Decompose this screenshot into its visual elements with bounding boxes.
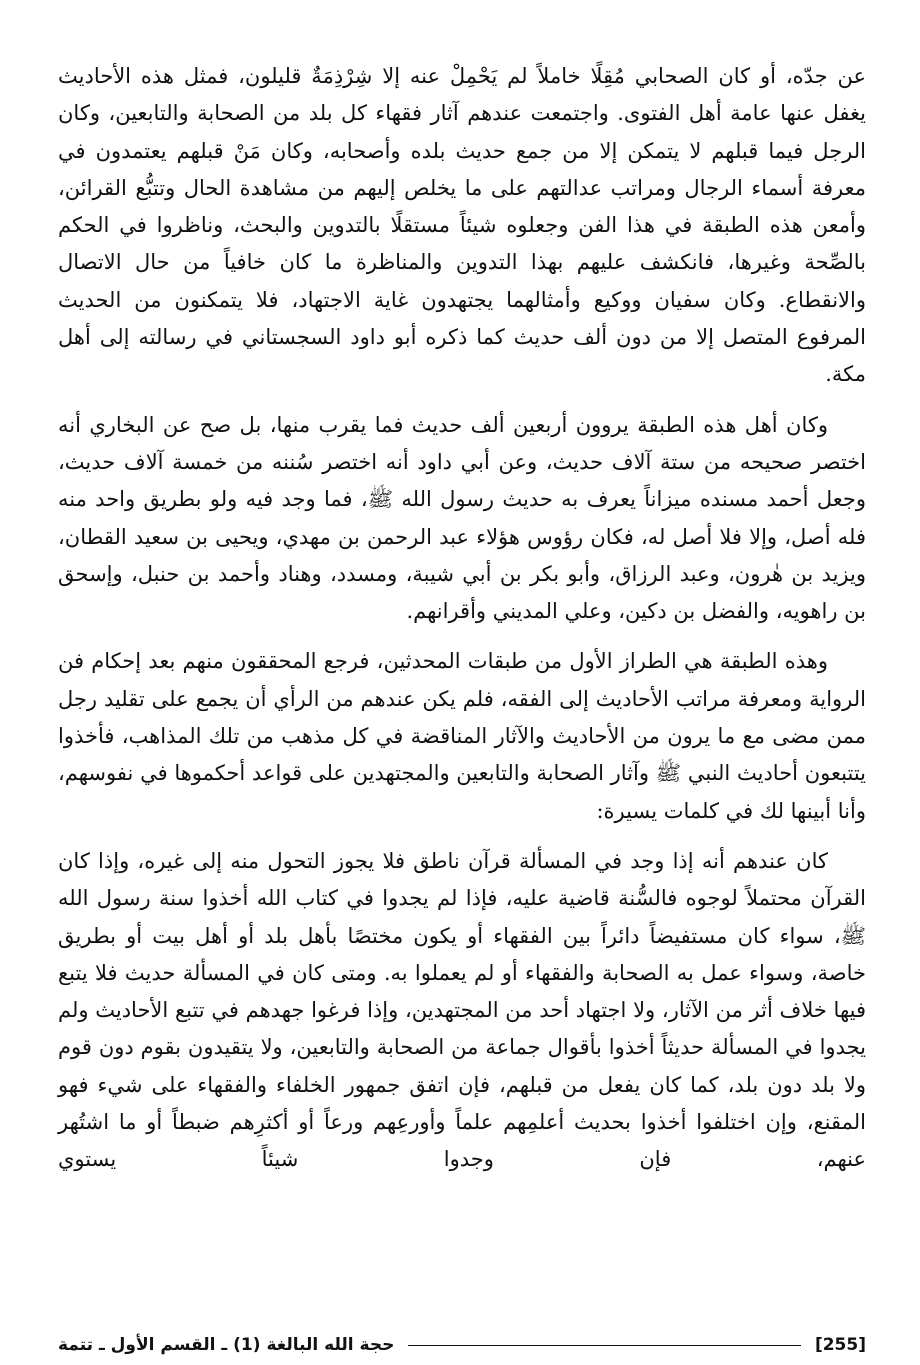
footer-rule	[408, 1345, 801, 1346]
paragraph-1: عن جدّه، أو كان الصحابي مُقِلًا خاملاً لم يَحْمِلْ عنه إلا شِرْذِمَةٌ قليلون، فمثل هذه الأحاديث يغفل عنها عامة أهل الفتوى. واجتمعت عندهم آثار فقهاء كل بلد من الصحابة والتابعين، وكان الرجل فيما قبلهم لا يتمكن إلا من جمع حديث بلده وأصحابه، وكان مَنْ قبلهم يعتمدون في معرفة أسماء الرجال ومراتب عدالتهم على ما يخلص إليهم من مشاهدة الحال وتتبُّع القرائن، وأمعن هذه الطبقة في هذا الفن وجعلوه شيئاً مستقلًا بالتدوين والبحث، وناظروا في الحكم بالصِّحة وغيرها، فانكشف عليهم بهذا التدوين والمناظرة ما كان خافياً من حال الاتصال والانقطاع. وكان سفيان ووكيع وأمثالهما يجتهدون غاية الاجتهاد، فلا يتمكنون من الحديث المرفوع المتصل إلا من دون ألف حديث كما ذكره أبو داود السجستاني في رسالته إلى أهل مكة.	[58, 64, 867, 387]
page-body	[58, 58, 866, 1179]
page-number: [255]	[814, 1335, 866, 1355]
page-footer	[58, 1325, 866, 1365]
running-title: حجة الله البالغة (1) ـ القسم الأول ـ تتمة	[58, 1335, 395, 1355]
paragraph-3: وهذه الطبقة هي الطراز الأول من طبقات المحدثين، فرجع المحققون منهم بعد إحكام فن الرواية ومعرفة مراتب الأحاديث إلى الفقه، فلم يكن عندهم من الرأي أن يجمع على تقليد رجل ممن مضى مع ما يرون من الأحاديث والآثار المناقضة في كل مذهب من تلك المذاهب، فأخذوا يتتبعون أحاديث النبي ﷺ وآثار الصحابة والتابعين والمجتهدين على قواعد أحكموها في نفوسهم، وأنا أبينها لك في كلمات يسيرة:	[58, 649, 866, 823]
paragraph-4: كان عندهم أنه إذا وجد في المسألة قرآن ناطق فلا يجوز التحول منه إلى غيره، وإذا كان القرآن محتملاً لوجوه فالسُّنة قاضية عليه، فإذا لم يجدوا في كتاب الله أخذوا سنة رسول الله ﷺ، سواء كان مستفيضاً دائراً بين الفقهاء أو يكون مختصًا بأهل بلد أو أهل بيت أو بطريق خاصة، وسواء عمل به الصحابة والفقهاء أو لم يعملوا به. ومتى كان في المسألة حديث فلا يتبع فيها خلاف أثر من الآثار، ولا اجتهاد أحد من المجتهدين، وإذا فرغوا جهدهم في تتبع الأحاديث ولم يجدوا في المسألة حديثاً أخذوا بأقوال جماعة من الصحابة والتابعين، ولا يتقيدون بقوم دون قوم ولا بلد دون بلد، كما كان يفعل من قبلهم، فإن اتفق جمهور الخلفاء والفقهاء على شيء فهو المقنع، وإن اختلفوا أخذوا بحديث أعلمِهم علماً وأورعِهم ورعاً أو أكثرِهم ضبطاً أو ما اشتُهر عنهم، فإن وجدوا شيئاً يستوي	[58, 848, 866, 1172]
paragraph-2: وكان أهل هذه الطبقة يروون أربعين ألف حديث فما يقرب منها، بل صح عن البخاري أنه اختصر صحيحه من ستة آلاف حديث، وعن أبي داود أنه اختصر سُننه من خمسة آلاف حديث، وجعل أحمد مسنده ميزاناً يعرف به حديث رسول الله ﷺ، فما وجد فيه ولو بطريق واحد منه فله أصل، وإلا فلا أصل له، فكان رؤوس هؤلاء عبد الرحمن بن مهدي، ويحيى بن سعيد القطان، ويزيد بن هٰرون، وعبد الرزاق، وأبو بكر بن أبي شيبة، ومسدد، وهناد وأحمد بن حنبل، وإسحق بن راهويه، والفضل بن دكين، وعلي المديني وأقرانهم.	[58, 412, 866, 624]
